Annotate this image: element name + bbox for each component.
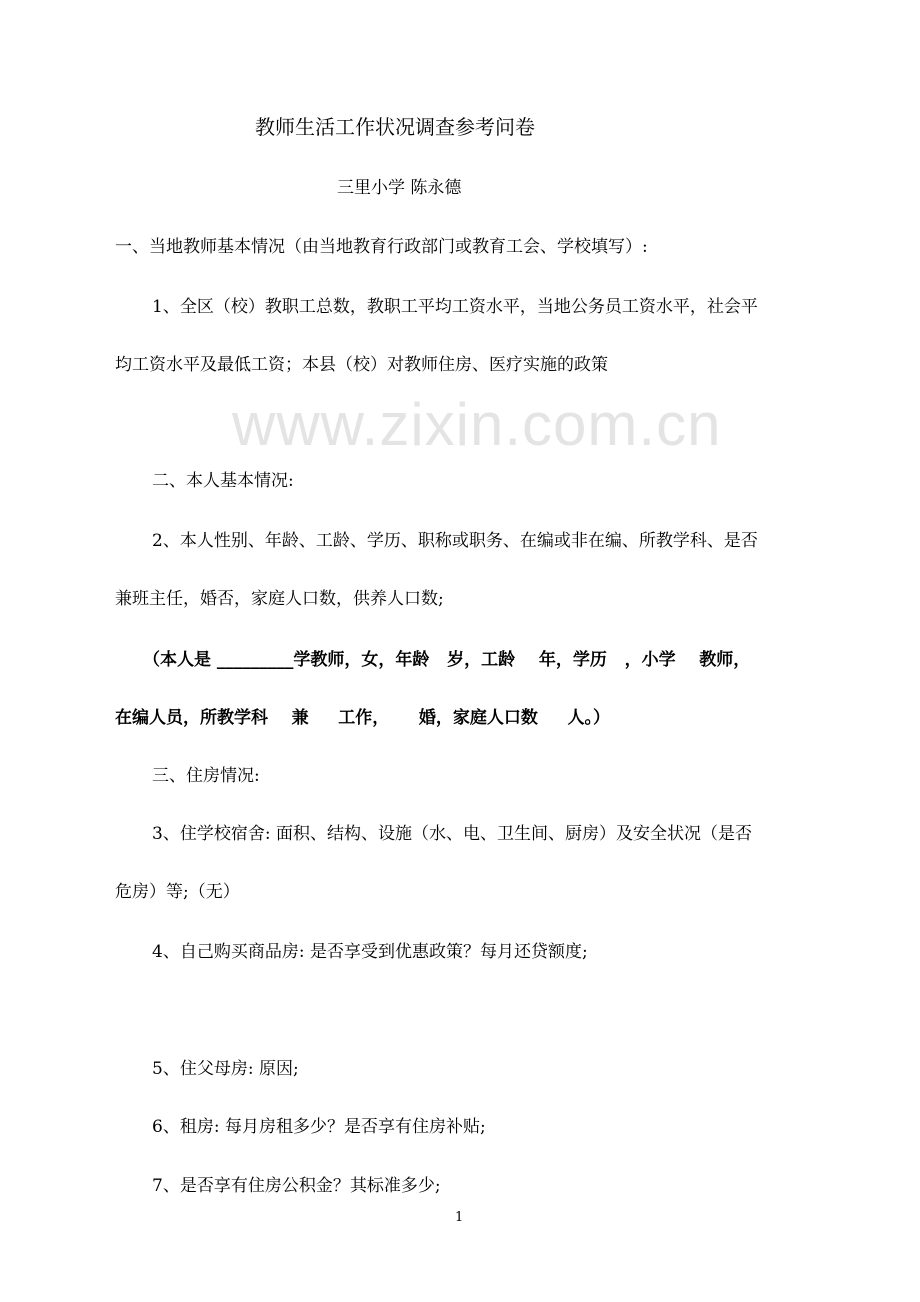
paragraph-line: 1、全区（校）教职工总数，教职工平均工资水平，当地公务员工资水平，社会平 xyxy=(152,297,758,317)
watermark: www.zixin.com.cn xyxy=(232,391,722,458)
author: 三里小学 陈永德 xyxy=(337,178,462,198)
document-title: 教师生活工作状况调查参考问卷 xyxy=(255,115,535,139)
paragraph-line: 均工资水平及最低工资；本县（校）对教师住房、医疗实施的政策 xyxy=(115,355,608,375)
answer-line: （本人是 _________学教师，女，年龄 岁，工龄 年，学历 ，小学 教师， xyxy=(143,650,751,670)
paragraph-line: 7、是否享有住房公积金？其标准多少; xyxy=(152,1176,441,1196)
paragraph-line: 兼班主任，婚否，家庭人口数，供养人口数; xyxy=(115,589,444,609)
paragraph-line: 2、本人性别、年龄、工龄、学历、职称或职务、在编或非在编、所教学科、是否 xyxy=(152,531,758,551)
section-heading: 二、本人基本情况: xyxy=(152,471,294,491)
paragraph-line: 5、住父母房: 原因; xyxy=(152,1059,299,1079)
paragraph-line: 危房）等;（无） xyxy=(115,882,240,902)
section-heading: 三、住房情况: xyxy=(152,766,260,786)
answer-line: 在编人员，所教学科 兼 工作， 婚，家庭人口数 人。） xyxy=(115,708,610,728)
paragraph-line: 4、自己购买商品房: 是否享受到优惠政策？每月还贷额度; xyxy=(152,942,588,962)
paragraph-line: 6、租房: 每月房租多少？是否享有住房补贴; xyxy=(152,1117,486,1137)
page-number: 1 xyxy=(455,1210,464,1225)
section-heading: 一、当地教师基本情况（由当地教育行政部门或教育工会、学校填写）: xyxy=(115,237,648,257)
paragraph-line: 3、住学校宿舍: 面积、结构、设施（水、电、卫生间、厨房）及安全状况（是否 xyxy=(152,824,752,844)
